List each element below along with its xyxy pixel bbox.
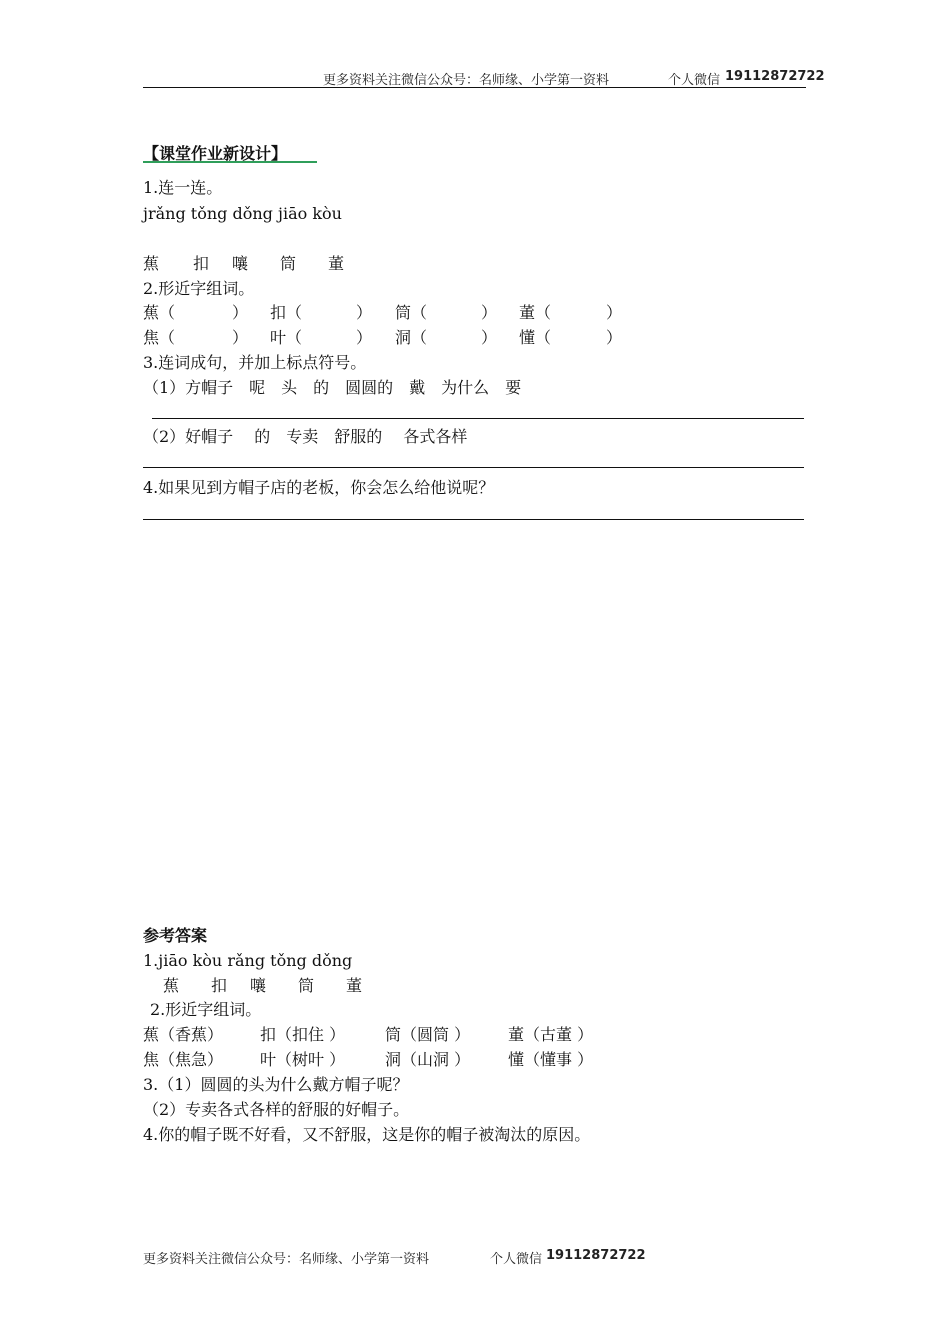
q1-title: 1.连一连。 bbox=[143, 178, 223, 197]
q1-char: 筒 bbox=[280, 254, 297, 273]
q2-row2-cell: 洞（ bbox=[395, 328, 428, 347]
answer-1-char: 蕉 bbox=[163, 976, 180, 995]
section-title: 【课堂作业新设计】 bbox=[143, 144, 288, 163]
answer-2-row1-cell: 蕉（香蕉） bbox=[143, 1025, 224, 1044]
answer-2-row1-cell: 筒（圆筒 ） bbox=[385, 1025, 471, 1044]
q2-row1-cell: 蕉（ bbox=[143, 303, 176, 322]
q1-char: 蕉 bbox=[143, 254, 160, 273]
footer-wechat-number: 19112872722 bbox=[546, 1248, 646, 1263]
q3-item1: （1）方帽子 呢 头 的 圆圆的 戴 为什么 要 bbox=[143, 378, 522, 397]
q1-char: 扣 bbox=[193, 254, 210, 273]
answer-line bbox=[143, 519, 804, 520]
q2-row1-cell: ） bbox=[356, 303, 373, 322]
answer-1-char: 扣 bbox=[211, 976, 228, 995]
header-text: 更多资料关注微信公众号：名师缘、小学第一资料 bbox=[323, 73, 610, 88]
footer-wechat-label: 个人微信 bbox=[490, 1252, 543, 1267]
q3-item2: （2）好帽子 的 专卖 舒服的 各式各样 bbox=[143, 427, 468, 446]
answer-1-char: 嚷 bbox=[250, 976, 267, 995]
q4-title: 4.如果见到方帽子店的老板，你会怎么给他说呢？ bbox=[143, 478, 495, 497]
answer-2-title: 2.形近字组词。 bbox=[150, 1000, 262, 1019]
answer-2-row2-cell: 懂（懂事 ） bbox=[508, 1050, 594, 1069]
q2-row1-cell: ） bbox=[232, 303, 249, 322]
answer-2-row1-cell: 扣（扣住 ） bbox=[260, 1025, 346, 1044]
q2-row2-cell: 叶（ bbox=[270, 328, 303, 347]
q2-row1-cell: 董（ bbox=[519, 303, 552, 322]
header-wechat-label: 个人微信 bbox=[668, 73, 721, 88]
answer-2-row2-cell: 焦（焦急） bbox=[143, 1050, 224, 1069]
q2-row1-cell: ） bbox=[481, 303, 498, 322]
footer-text: 更多资料关注微信公众号：名师缘、小学第一资料 bbox=[143, 1252, 430, 1267]
q2-title: 2.形近字组词。 bbox=[143, 279, 255, 298]
answer-1-pinyin: 1.jiāo kòu rǎng tǒng dǒng bbox=[143, 951, 353, 970]
answer-4: 4.你的帽子既不好看，又不舒服，这是你的帽子被淘汰的原因。 bbox=[143, 1125, 591, 1144]
q2-row2-cell: ） bbox=[481, 328, 498, 347]
answer-2-row2-cell: 洞（山洞 ） bbox=[385, 1050, 471, 1069]
answer-2-row2-cell: 叶（树叶 ） bbox=[260, 1050, 346, 1069]
answer-2-row1-cell: 董（古董 ） bbox=[508, 1025, 594, 1044]
q1-pinyin: jrǎng tǒng dǒng jiāo kòu bbox=[143, 204, 342, 223]
answer-1-char: 筒 bbox=[298, 976, 315, 995]
header-wechat-number: 19112872722 bbox=[725, 69, 825, 84]
q2-row2-cell: 焦（ bbox=[143, 328, 176, 347]
header-rule bbox=[143, 87, 806, 88]
q1-char: 董 bbox=[328, 254, 345, 273]
answer-line bbox=[152, 418, 804, 419]
q2-row2-cell: ） bbox=[232, 328, 249, 347]
q2-row1-cell: ） bbox=[606, 303, 623, 322]
q1-char: 嚷 bbox=[232, 254, 249, 273]
answer-line bbox=[143, 467, 804, 468]
q2-row2-cell: 懂（ bbox=[519, 328, 552, 347]
answers-title: 参考答案 bbox=[143, 926, 208, 945]
section-title-underline bbox=[143, 161, 317, 163]
answer-1-char: 董 bbox=[346, 976, 363, 995]
q2-row1-cell: 扣（ bbox=[270, 303, 303, 322]
q2-row2-cell: ） bbox=[356, 328, 373, 347]
answer-3-1: 3.（1）圆圆的头为什么戴方帽子呢？ bbox=[143, 1075, 409, 1094]
q3-title: 3.连词成句，并加上标点符号。 bbox=[143, 353, 367, 372]
q2-row2-cell: ） bbox=[606, 328, 623, 347]
answer-3-2: （2）专卖各式各样的舒服的好帽子。 bbox=[143, 1100, 410, 1119]
q2-row1-cell: 筒（ bbox=[395, 303, 428, 322]
